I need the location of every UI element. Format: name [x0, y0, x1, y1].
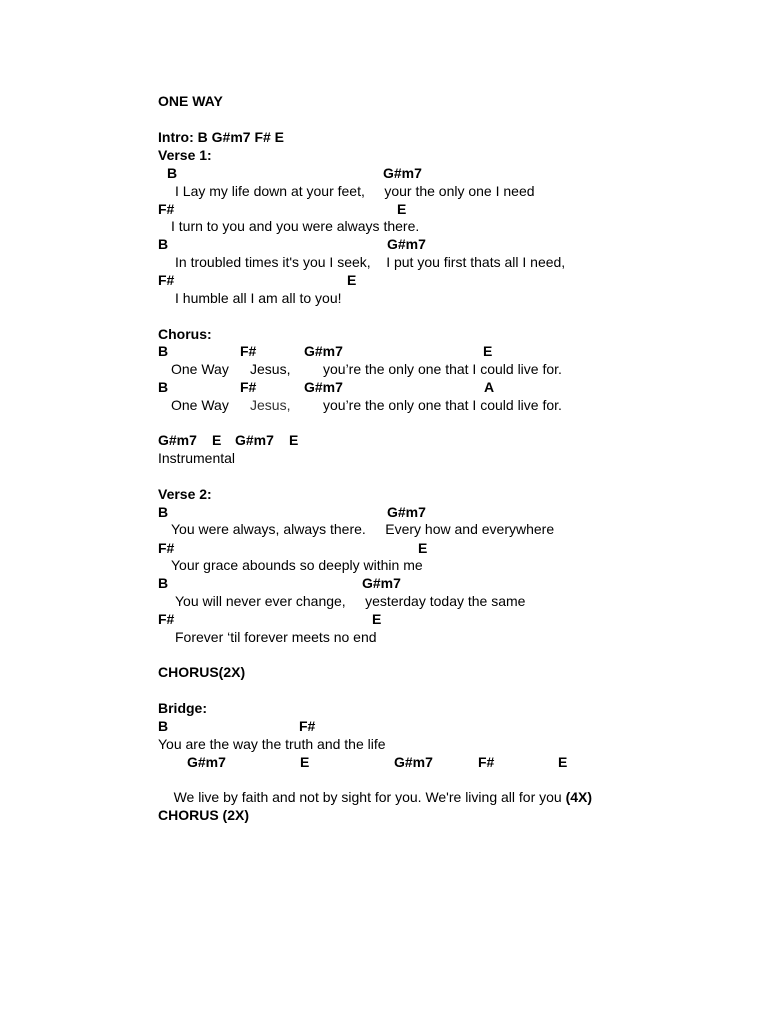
chorus-repeat-marker: CHORUS (2X) — [158, 807, 250, 823]
chord: F# — [158, 272, 175, 288]
chord: F# — [158, 611, 175, 627]
lyric-line: I humble all I am all to you! — [175, 290, 342, 306]
chorus-heading: Chorus: — [158, 326, 212, 342]
lyric-line: I turn to you and you were always there. — [171, 218, 420, 234]
chord: F# — [299, 718, 316, 734]
chord: E — [212, 432, 222, 448]
chord: G#m7 — [304, 343, 343, 359]
lyric-fragment: Jesus, — [250, 361, 291, 377]
chord: F# — [158, 540, 175, 556]
chord: B — [158, 343, 169, 359]
lyric-line: Your grace abounds so deeply within me — [171, 557, 423, 573]
intro-line: Intro: B G#m7 F# E — [158, 129, 285, 145]
chord: B — [167, 165, 178, 181]
chord: G#m7 — [158, 432, 197, 448]
chord: B — [158, 236, 169, 252]
chord: B — [158, 718, 169, 734]
lyric-fragment: Jesus, — [250, 397, 291, 413]
verse2-heading: Verse 2: — [158, 486, 212, 502]
chord: E — [289, 432, 299, 448]
chord: G#m7 — [187, 754, 226, 770]
chord: G#m7 — [304, 379, 343, 395]
chord: G#m7 — [394, 754, 433, 770]
chord: E — [300, 754, 310, 770]
chord: G#m7 — [383, 165, 422, 181]
chord: G#m7 — [387, 236, 426, 252]
chord: E — [397, 201, 407, 217]
chord: G#m7 — [235, 432, 274, 448]
chord: E — [558, 754, 568, 770]
chord: G#m7 — [387, 504, 426, 520]
lyric-line: You are the way the truth and the life — [158, 736, 386, 752]
lyric-line: You will never ever change, yesterday today the same — [175, 593, 526, 609]
lyric-line: I Lay my life down at your feet, your the only one I need — [175, 183, 535, 199]
song-title: ONE WAY — [158, 93, 223, 109]
lyric-fragment: One Way — [171, 361, 229, 377]
chord: B — [158, 504, 169, 520]
lyric-line: In troubled times it's you I seek, I put you first thats all I need, — [175, 254, 566, 270]
chord: G#m7 — [362, 575, 401, 591]
chord: B — [158, 379, 169, 395]
chord: E — [372, 611, 382, 627]
chord: E — [347, 272, 357, 288]
chord: F# — [240, 379, 257, 395]
lyric-fragment: One Way — [171, 397, 229, 413]
chord: B — [158, 575, 169, 591]
bridge-heading: Bridge: — [158, 700, 207, 716]
instrumental-label: Instrumental — [158, 450, 236, 466]
lyric-fragment: you’re the only one that I could live for. — [323, 397, 562, 413]
chord: E — [483, 343, 493, 359]
lyric-fragment: you’re the only one that I could live for. — [323, 361, 562, 377]
repeat-count: (4X) — [565, 789, 593, 805]
chorus-repeat-marker: CHORUS(2X) — [158, 664, 246, 680]
chord: F# — [158, 201, 175, 217]
lyric-text: We live by faith and not by sight for you. We're living all for you — [173, 789, 562, 805]
chord: F# — [240, 343, 257, 359]
lyric-line: Forever ‘til forever meets no end — [175, 629, 377, 645]
lyric-line: You were always, always there. Every how and everywhere — [171, 521, 555, 537]
chord: F# — [478, 754, 495, 770]
chord: A — [484, 379, 495, 395]
chord: E — [418, 540, 428, 556]
verse1-heading: Verse 1: — [158, 147, 212, 163]
